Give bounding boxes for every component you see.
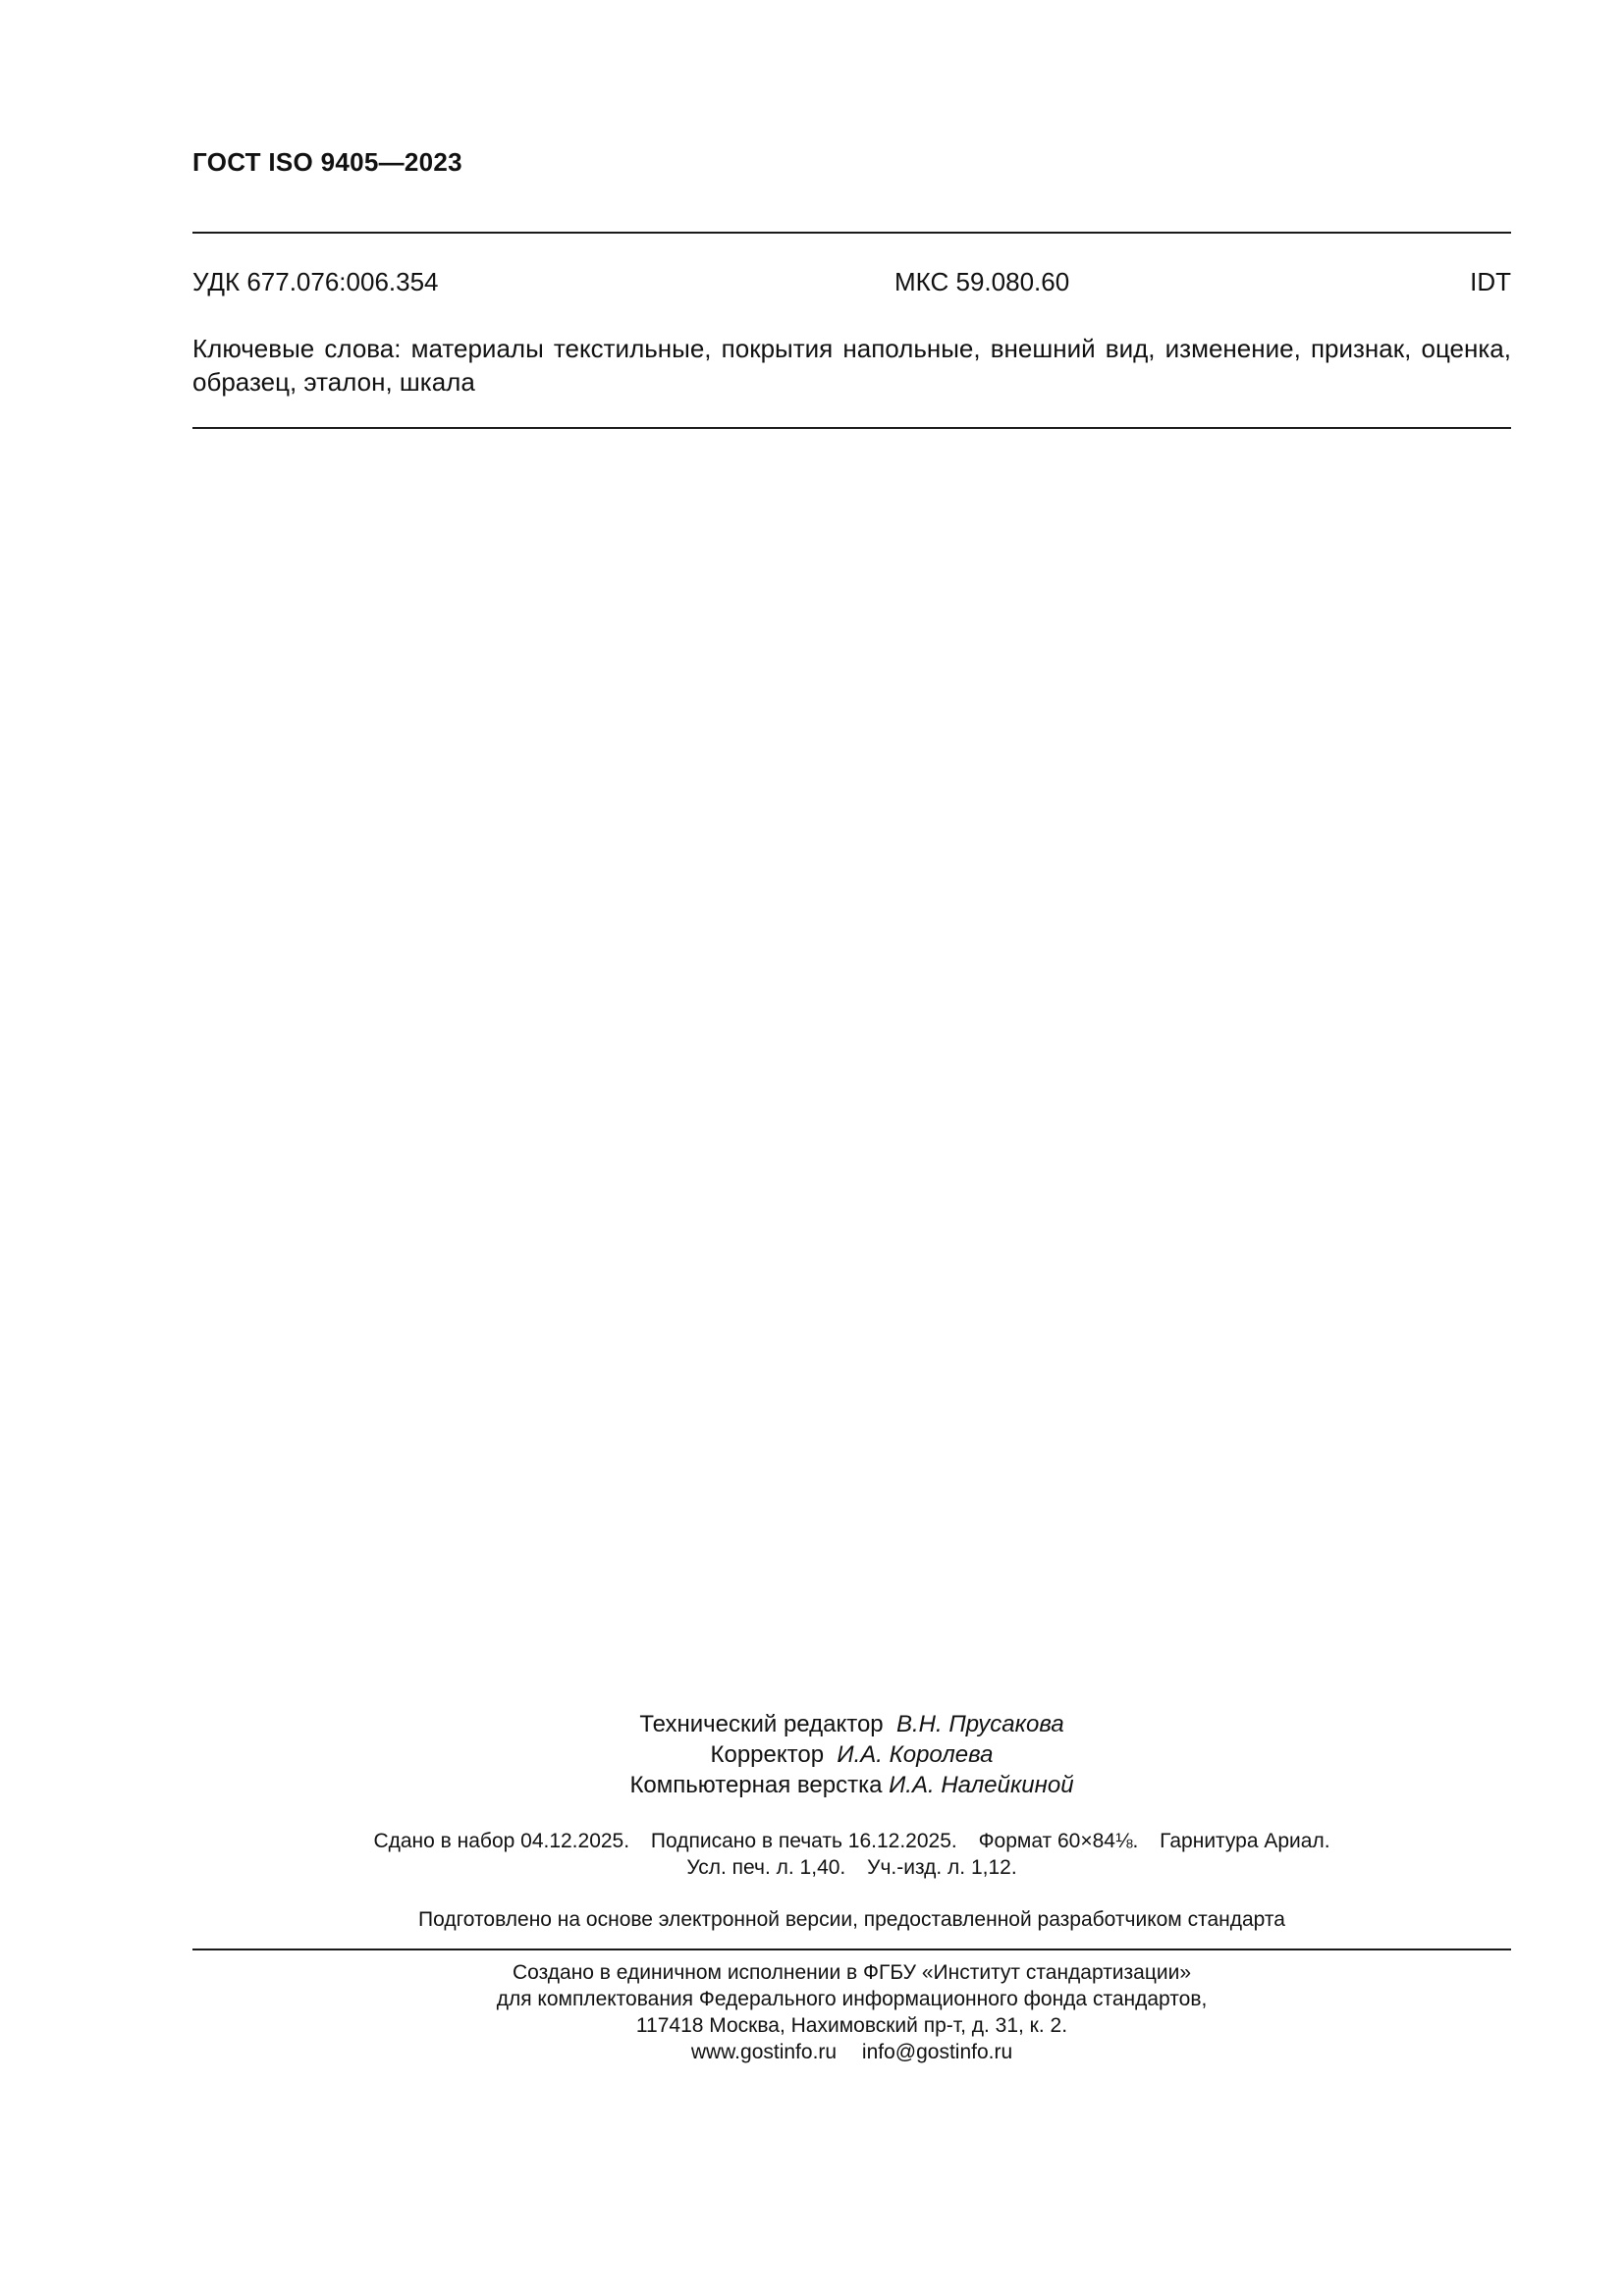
credit-layout	[192, 1770, 1511, 1800]
credit-name: И.А. Королева	[837, 1741, 994, 1768]
imprint-contacts	[192, 2039, 1511, 2065]
submitted-date: Сдано в набор 04.12.2025.	[373, 1830, 630, 1852]
print-info-line-1	[192, 1828, 1511, 1854]
imprint	[192, 1959, 1511, 2065]
document-code: ГОСТ ISO 9405—2023	[192, 147, 462, 177]
publisher-sheets: Уч.-изд. л. 1,12.	[867, 1856, 1017, 1879]
editorial-credits	[192, 1709, 1511, 1800]
print-info	[192, 1828, 1511, 1881]
signed-date: Подписано в печать 16.12.2025.	[650, 1830, 957, 1852]
imprint-address: 117418 Москва, Нахимовский пр-т, д. 31, к. 2.	[635, 2014, 1068, 2037]
credit-technical-editor	[192, 1709, 1511, 1739]
credit-role: Корректор	[710, 1741, 825, 1768]
keywords-divider	[192, 427, 1511, 429]
mks-code: МКС 59.080.60	[894, 267, 1070, 296]
credit-role: Компьютерная верстка	[629, 1772, 883, 1798]
paper-format: Формат 60×84⅛.	[978, 1830, 1139, 1852]
typeface: Гарнитура Ариал.	[1160, 1830, 1330, 1852]
classification-row	[192, 267, 1511, 298]
credit-corrector	[192, 1739, 1511, 1770]
print-sheets: Усл. печ. л. 1,40.	[686, 1856, 846, 1879]
top-divider	[192, 232, 1511, 234]
website-link[interactable]: www.gostinfo.ru	[690, 2041, 838, 2063]
email-link[interactable]: info@gostinfo.ru	[861, 2041, 1013, 2063]
credit-role: Технический редактор	[639, 1711, 884, 1737]
bottom-divider	[192, 1949, 1511, 1950]
imprint-line-1: Создано в единичном исполнении в ФГБУ «Институт стандартизации»	[512, 1961, 1192, 1984]
keywords: Ключевые слова: материалы текстильные, покрытия напольные, внешний вид, изменение, признак, оценка, образец, эталон, шкала	[192, 334, 1511, 397]
imprint-line-2: для комплектования Федерального информационного фонда стандартов,	[496, 1988, 1208, 2010]
credit-name: И.А. Налейкиной	[889, 1772, 1074, 1798]
credit-name: В.Н. Прусакова	[896, 1711, 1064, 1737]
print-info-line-2	[192, 1854, 1511, 1881]
udk-code: УДК 677.076:006.354	[192, 267, 439, 296]
prepared-note: Подготовлено на основе электронной версии, предоставленной разработчиком стандарта	[418, 1908, 1285, 1931]
equivalence-degree: IDT	[1470, 267, 1511, 296]
